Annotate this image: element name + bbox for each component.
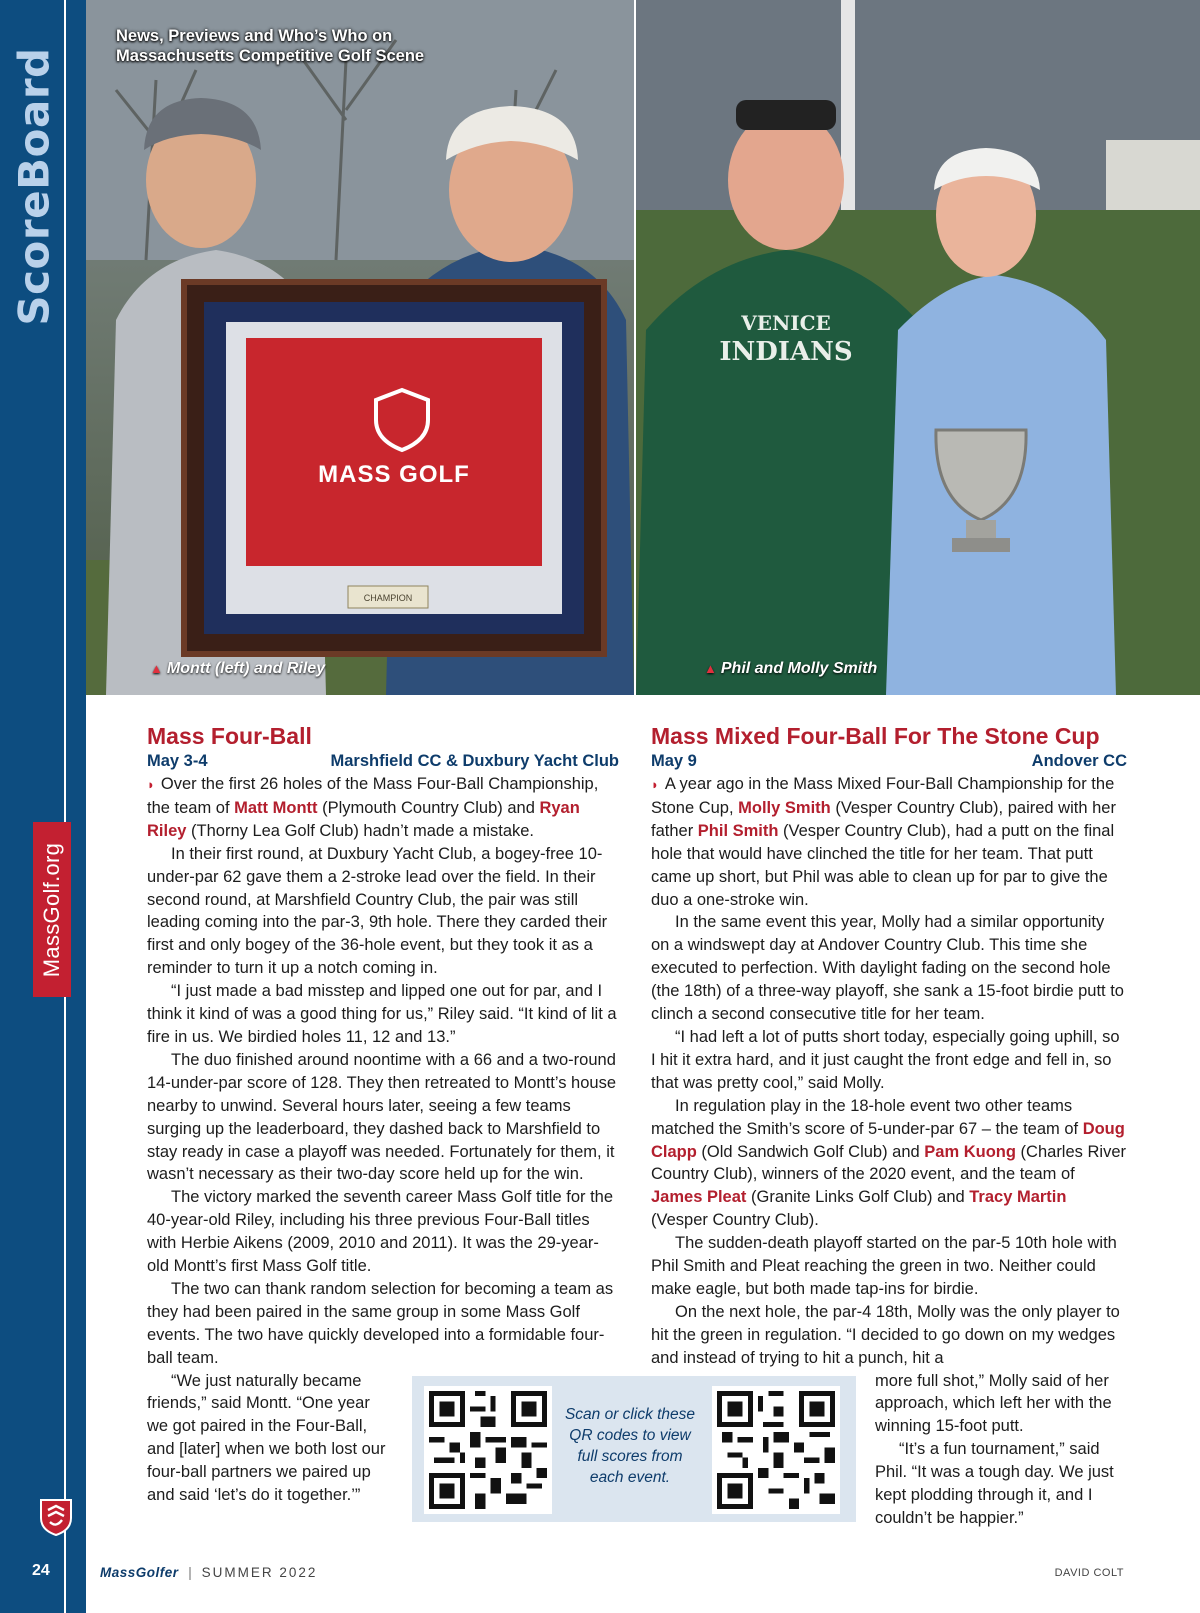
caption-triangle-icon: ▲ xyxy=(150,661,163,676)
caption-triangle-icon: ▲ xyxy=(704,661,717,676)
text-run: A year ago in the Mass Mixed Four-Ball Championship for the Stone Cup, xyxy=(651,775,1115,817)
paragraph xyxy=(147,773,619,843)
article-headline: Mass Four-Ball xyxy=(147,723,312,749)
page-footer xyxy=(100,1565,317,1580)
paragraph-continued: more full shot,” Molly said of her approach, which left her with the winning 15-foot putt. xyxy=(875,1371,1112,1436)
paragraph: “It’s a fun tournament,” said Phil. “It was a tough day. We just kept plodding through it, and I couldn’t be happier.” xyxy=(875,1440,1114,1527)
photo-illustration-right xyxy=(636,0,1200,695)
shirt-text-line2: INDIANS xyxy=(719,337,853,367)
photo-montt-riley xyxy=(86,0,634,695)
paragraph-bullet-icon: ◗ xyxy=(147,777,155,792)
paragraph: On the next hole, the par-4 18th, Molly was the only player to hit the green in regulation. “I decided to go down on my wedges and instead of trying to hit a punch, hit a xyxy=(651,1302,1120,1367)
player-name: Molly Smith xyxy=(738,798,831,817)
article-meta xyxy=(147,750,619,772)
event-date: May 9 xyxy=(651,752,697,770)
photo-caption-right xyxy=(704,660,877,678)
qr-code-four-ball[interactable] xyxy=(424,1386,552,1514)
player-name: James Pleat xyxy=(651,1188,747,1207)
paragraph: “I had left a lot of putts short today, especially going uphill, so I hit it extra hard, and it just caught the front edge and fell in, so that was pretty cool,” said Molly. xyxy=(651,1027,1120,1092)
article-headline: Mass Mixed Four-Ball For The Stone Cup xyxy=(651,723,1100,749)
text-run: (Charles River Country Club), winners of the 2020 event, and the team of xyxy=(651,1142,1126,1184)
photo-credit: DAVID COLT xyxy=(1054,1567,1124,1579)
text-run: (Thorny Lea Golf Club) hadn’t made a mistake. xyxy=(186,821,535,840)
paragraph-bullet-icon: ◗ xyxy=(651,777,659,792)
player-name: Ryan Riley xyxy=(147,798,580,840)
event-venue: Andover CC xyxy=(1031,752,1127,770)
qr-code-icon[interactable] xyxy=(712,1386,840,1514)
magazine-name: MassGolfer xyxy=(100,1565,179,1580)
website-link[interactable]: MassGolf.org xyxy=(39,842,65,977)
article-meta xyxy=(651,750,1127,772)
kicker-line-1: News, Previews and Who’s Who on xyxy=(116,27,393,45)
caption-text-left: Montt (left) and Riley xyxy=(166,660,326,677)
paragraph xyxy=(651,773,1127,911)
sidebar-divider xyxy=(64,0,66,1613)
text-run: (Vesper Country Club), had a putt on the final hole that would have clinched the title for her team. That putt came up short, but Phil was able to clean up for par to give the duo a one-stroke win. xyxy=(651,821,1115,909)
qr-code-mixed-four-ball[interactable] xyxy=(712,1386,840,1514)
footer-separator: | xyxy=(188,1565,192,1580)
player-name: Tracy Martin xyxy=(969,1188,1067,1207)
player-name: Phil Smith xyxy=(697,821,779,840)
plaque-text: CHAMPION xyxy=(363,593,413,603)
player-name: Pam Kuong xyxy=(924,1142,1016,1161)
paragraph: The two can thank random selection for becoming a team as they had been paired in the same group in some Mass Golf events. The two have quickly developed into a formidable four-ball team. xyxy=(147,1279,614,1367)
player-name: Doug Clapp xyxy=(651,1119,1125,1161)
section-title-text: ScoreBoard xyxy=(9,46,59,326)
text-run: (Vesper Country Club), paired with her father xyxy=(651,798,1116,840)
paragraph: The victory marked the seventh career Mass Golf title for the 40-year-old Riley, including his three previous Four-Ball titles with Herbie Aikens (2009, 2010 and 2011). It was the 29-year-old Montt’s first Mass Golf title. xyxy=(147,1188,614,1276)
player-name: Matt Montt xyxy=(234,798,318,817)
text-run: Over the first 26 holes of the Mass Four-Ball Championship, the team of xyxy=(147,775,599,817)
qr-code-panel xyxy=(412,1376,856,1522)
paragraph: In their first round, at Duxbury Yacht Club, a bogey-free 10-under-par 62 gave them a 2-stroke lead over the field. In their second round, at Marshfield Country Club, the pair was still leading coming into the par-3, 9th hole. There they carded their first and only bogey of the 36-hole event, but they took it as a reminder to turn it up a notch coming in. xyxy=(147,844,608,978)
caption-text-right: Phil and Molly Smith xyxy=(720,660,878,677)
paragraph xyxy=(651,1095,1127,1232)
event-date: May 3-4 xyxy=(147,752,208,770)
flag-text: MASS GOLF xyxy=(318,461,470,488)
mass-golf-shield-icon xyxy=(39,1498,73,1536)
qr-code-icon[interactable] xyxy=(424,1386,552,1514)
kicker-line-2: Massachusetts Competitive Golf Scene xyxy=(116,47,425,65)
shirt-text-line1: VENICE xyxy=(741,311,831,335)
paragraph: In the same event this year, Molly had a similar opportunity on a windswept day at Andover Country Club. This time she executed to perfection. With daylight fading on the second hole (the 18th) of a three-way playoff, she sank a 15-foot birdie putt to clinch a second consecutive title for her team. xyxy=(651,913,1124,1024)
text-run: In regulation play in the 18-hole event two other teams matched the Smith’s score of 5-under-par 67 – the team of xyxy=(651,1096,1083,1138)
paragraph: The duo finished around noontime with a 66 and a two-round 14-under-par score of 128. They then retreated to Montt’s house nearby to unwind. Several hours later, seeing a few teams surging up the leaderboard, they dashed back to Marshfield to stay ready in case a playoff was needed. Fortunately for them, it wasn’t necessary as their two-day score held up for the win. xyxy=(147,1050,617,1184)
issue-label: SUMMER 2022 xyxy=(201,1565,318,1580)
event-venue: Marshfield CC & Duxbury Yacht Club xyxy=(330,752,619,770)
paragraph: “I just made a bad misstep and lipped one out for par, and I think it kind of was a good thing for us,” Riley said. “It kind of lit a fire in us. We birdied holes 11, 12 and 13.” xyxy=(147,982,617,1046)
photo-phil-molly-smith xyxy=(636,0,1200,695)
paragraph: The sudden-death playoff started on the par-5 10th hole with Phil Smith and Pleat reaching the green in two. Neither could make eagle, but both made tap-ins for birdie. xyxy=(651,1234,1117,1298)
text-run: (Granite Links Golf Club) and xyxy=(746,1188,970,1207)
section-kicker xyxy=(116,26,424,66)
text-run: (Plymouth Country Club) and xyxy=(317,798,540,817)
photo-illustration-left xyxy=(86,0,634,695)
text-run: (Vesper Country Club). xyxy=(651,1211,819,1230)
photo-caption-left xyxy=(150,660,325,678)
section-title xyxy=(4,46,64,326)
text-run: (Old Sandwich Golf Club) and xyxy=(696,1142,925,1161)
paragraph: “We just naturally became friends,” said Montt. “One year we got paired in the Four-Ball, and [later] when we both lost our four-ball partners we paired up and said ‘let’s do it together.’” xyxy=(147,1371,386,1505)
page-number: 24 xyxy=(32,1562,50,1579)
website-badge[interactable] xyxy=(33,822,71,997)
qr-instructions: Scan or click these QR codes to view full scores from each event. xyxy=(564,1406,696,1486)
